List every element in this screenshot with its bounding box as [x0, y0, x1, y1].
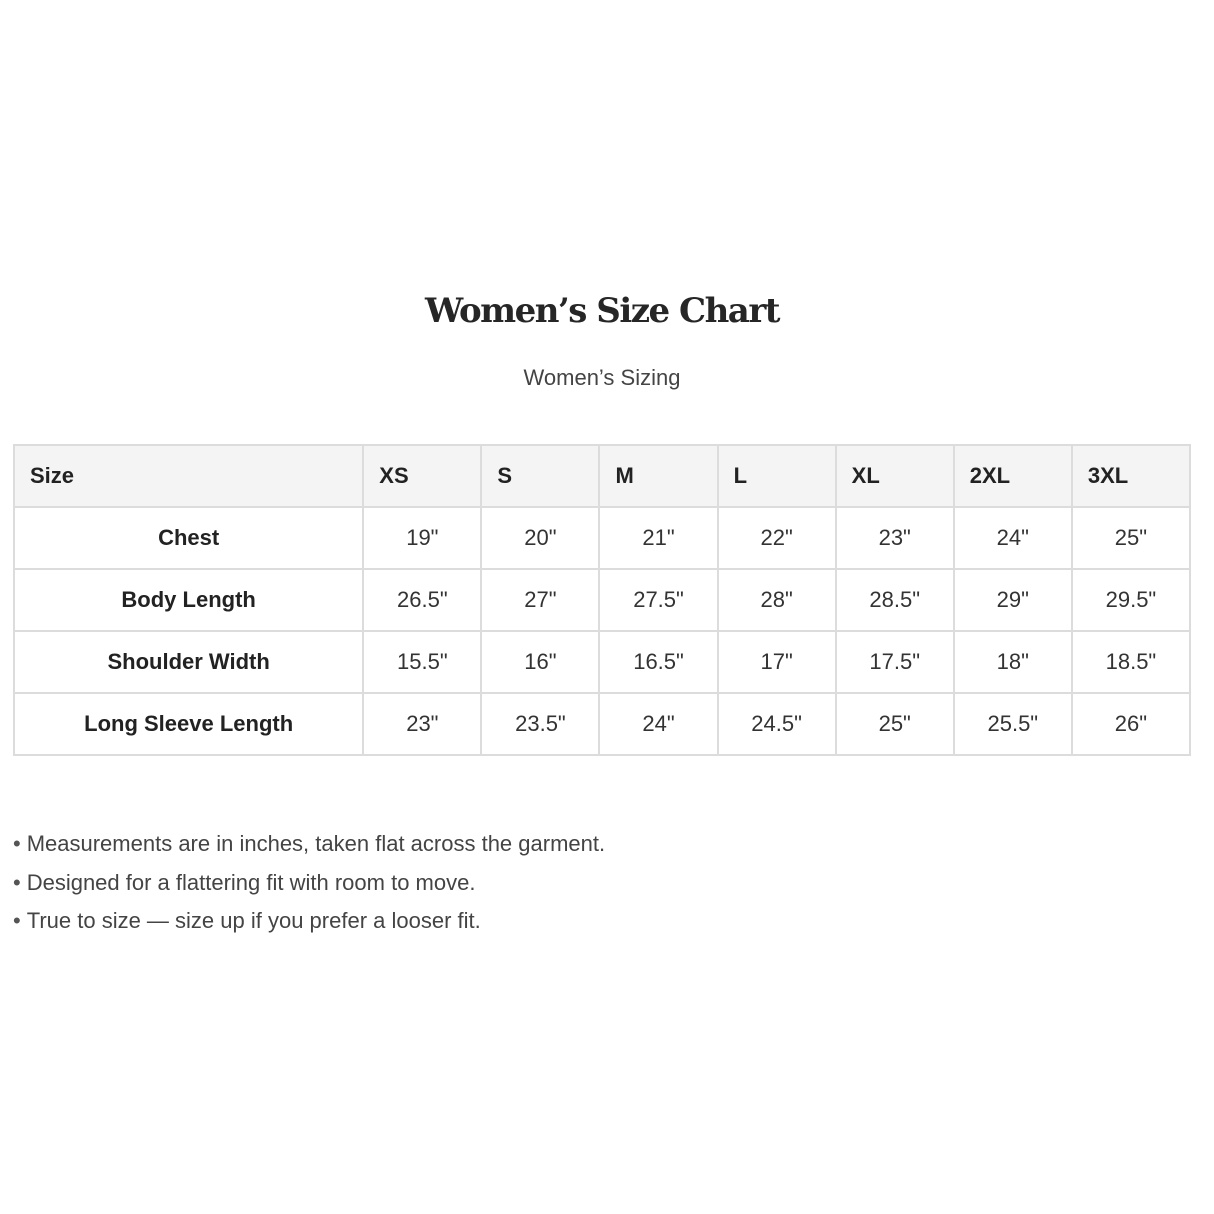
size-column-header: M — [599, 445, 717, 507]
table-cell: 25.5" — [954, 693, 1072, 755]
table-row — [14, 569, 1190, 631]
table-cell: 23.5" — [481, 693, 599, 755]
table-cell: 19" — [363, 507, 481, 569]
table-cell: 23" — [836, 507, 954, 569]
table-cell: 18" — [954, 631, 1072, 693]
size-column-header: 3XL — [1072, 445, 1190, 507]
row-label-shoulder-width: Shoulder Width — [14, 631, 363, 693]
table-cell: 23" — [363, 693, 481, 755]
size-column-header: XL — [836, 445, 954, 507]
size-column-header: 2XL — [954, 445, 1072, 507]
table-cell: 28.5" — [836, 569, 954, 631]
table-cell: 15.5" — [363, 631, 481, 693]
table-cell: 17" — [718, 631, 836, 693]
size-chart-table — [13, 444, 1191, 756]
table-cell: 29.5" — [1072, 569, 1190, 631]
page-title: Women’s Size Chart — [425, 291, 779, 331]
list-item: • True to size — size up if you prefer a looser fit. — [13, 902, 605, 941]
row-label-chest: Chest — [14, 507, 363, 569]
table-cell: 20" — [481, 507, 599, 569]
size-header-label: Size — [14, 445, 363, 507]
table-cell: 29" — [954, 569, 1072, 631]
table-header-row — [14, 445, 1190, 507]
size-column-header: XS — [363, 445, 481, 507]
table-row — [14, 507, 1190, 569]
table-cell: 21" — [599, 507, 717, 569]
table-cell: 24" — [599, 693, 717, 755]
notes-list — [13, 825, 605, 941]
list-item: • Measurements are in inches, taken flat across the garment. — [13, 825, 605, 864]
table-cell: 26" — [1072, 693, 1190, 755]
size-column-header: L — [718, 445, 836, 507]
table-cell: 16" — [481, 631, 599, 693]
table-cell: 22" — [718, 507, 836, 569]
row-label-body-length: Body Length — [14, 569, 363, 631]
page-subtitle: Women’s Sizing — [523, 365, 681, 390]
table-cell: 24" — [954, 507, 1072, 569]
table-cell: 24.5" — [718, 693, 836, 755]
table-cell: 16.5" — [599, 631, 717, 693]
list-item: • Designed for a flattering fit with room to move. — [13, 864, 605, 903]
table-cell: 18.5" — [1072, 631, 1190, 693]
row-label-long-sleeve-length: Long Sleeve Length — [14, 693, 363, 755]
table-cell: 26.5" — [363, 569, 481, 631]
table-cell: 25" — [1072, 507, 1190, 569]
table-cell: 27.5" — [599, 569, 717, 631]
table-cell: 27" — [481, 569, 599, 631]
table-row — [14, 693, 1190, 755]
table-cell: 17.5" — [836, 631, 954, 693]
size-column-header: S — [481, 445, 599, 507]
table-cell: 25" — [836, 693, 954, 755]
table-row — [14, 631, 1190, 693]
table-cell: 28" — [718, 569, 836, 631]
